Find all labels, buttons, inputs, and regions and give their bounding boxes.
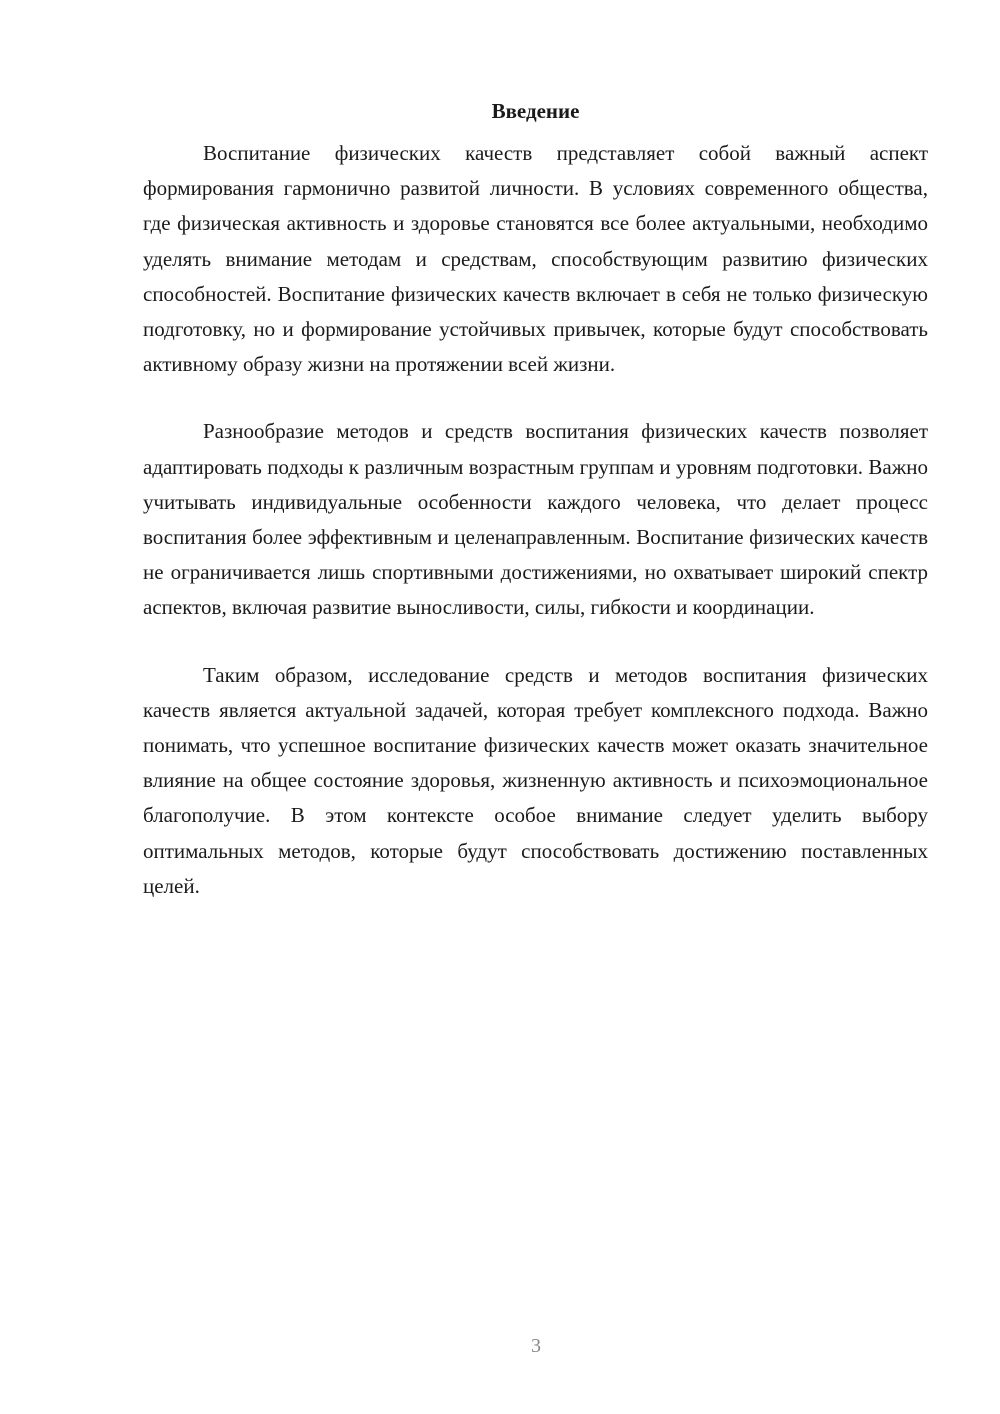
- paragraph-1: Воспитание физических качеств представляет собой важный аспект формирования гармонично развитой личности. В условиях современного общества, где физическая активность и здоровье становятся все более актуальными, необходимо уделять внимание методам и средствам, способствующим развитию физических способностей. Воспитание физических качеств включает в себя не только физическую подготовку, но и формирование устойчивых привычек, которые будут способствовать активному образу жизни на протяжении всей жизни.: [143, 141, 928, 377]
- page-content: [143, 96, 928, 936]
- page-number: 3: [531, 1335, 541, 1357]
- paragraph-3: Таким образом, исследование средств и методов воспитания физических качеств является актуальной задачей, которая требует комплексного подхода. Важно понимать, что успешное воспитание физических качеств может оказать значительное влияние на общее состояние здоровья, жизненную активность и психоэмоциональное благополучие. В этом контексте особое внимание следует уделить выбору оптимальных методов, которые будут способствовать достижению поставленных целей.: [143, 662, 928, 898]
- page-title: Введение: [491, 99, 580, 123]
- paragraph-2: Разнообразие методов и средств воспитания физических качеств позволяет адаптировать подходы к различным возрастным группам и уровням подготовки. Важно учитывать индивидуальные особенности каждого человека, что делает процесс воспитания более эффективным и целенаправленным. Воспитание физических качеств не ограничивается лишь спортивными достижениями, но охватывает широкий спектр аспектов, включая развитие выносливости, силы, гибкости и координации.: [143, 419, 928, 620]
